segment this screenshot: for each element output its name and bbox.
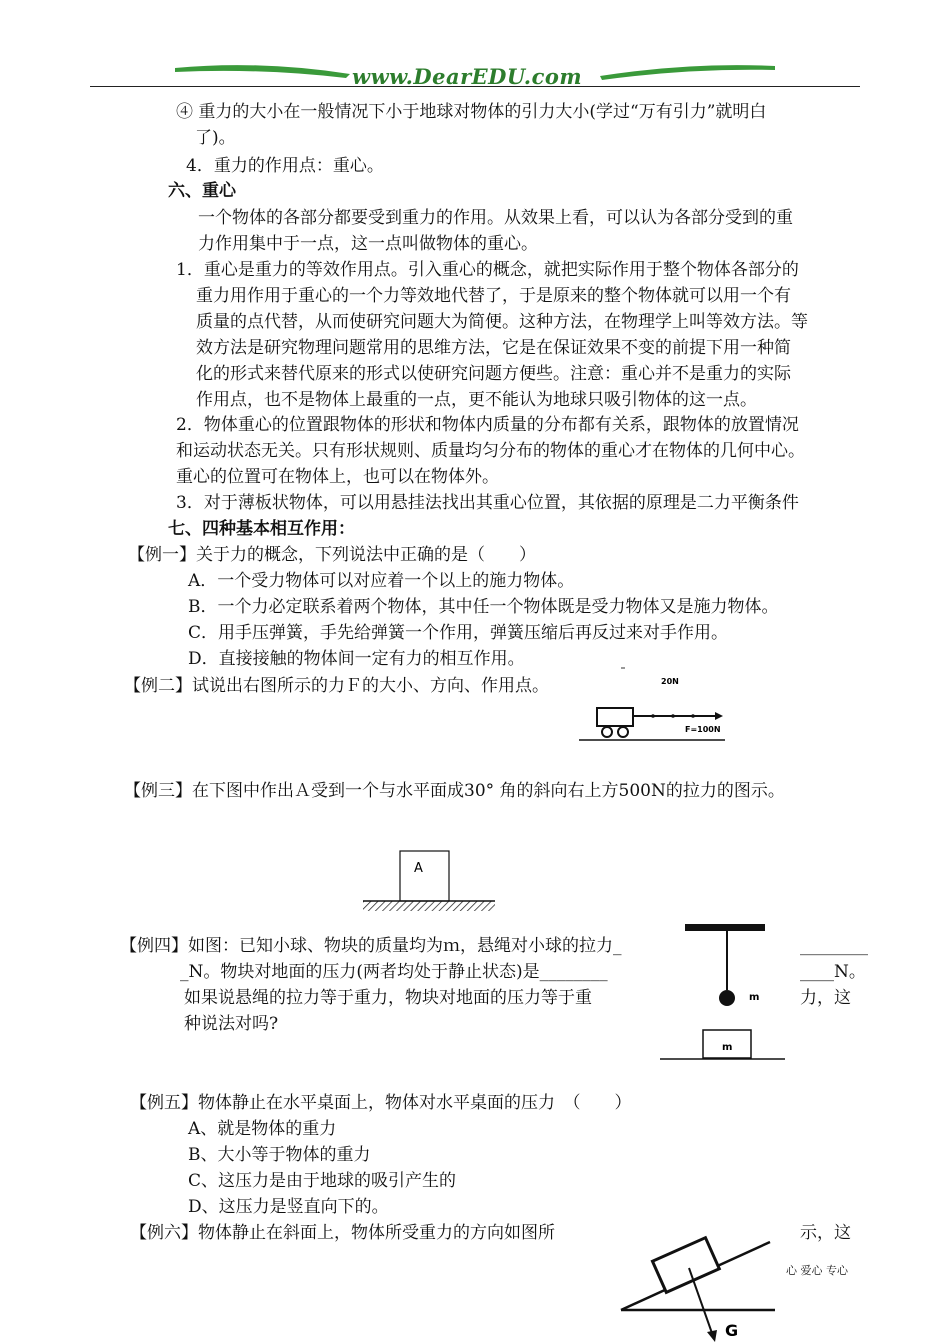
example-question: 【例三】在下图中作出Ａ受到一个与水平面成30° 角的斜向右上方500N的拉力的图示。 [124,781,785,801]
text-line: 1．重心是重力的等效作用点。引入重心的概念，就把实际作用于整个物体各部分的 [176,260,799,280]
block-label: m [722,1042,733,1053]
text-line: 种说法对吗? [184,1014,279,1034]
text-line: 示，这 [800,1223,851,1243]
ball-label: m [749,992,760,1003]
text-line: 重力用作用于重心的一个力等效地代替了，于是原来的整个物体就可以用一个有 [196,286,791,306]
text-line: 化的形式来替代原来的形式以使研究问题方便些。注意：重心并不是重力的实际 [196,364,791,384]
text-line: 4．重力的作用点：重心。 [186,156,384,176]
text-line: 3．对于薄板状物体，可以用悬挂法找出其重心位置，其依据的原理是二力平衡条件 [176,493,799,513]
section-heading: 六、重心 [168,181,236,201]
option-a: A．一个受力物体可以对应着一个以上的施力物体。 [188,571,575,591]
section-heading: 七、四种基本相互作用： [168,519,355,539]
cart-force-figure [575,660,735,750]
text-line: 2．物体重心的位置跟物体的形状和物体内质量的分布都有关系，跟物体的放置情况 [176,415,799,435]
force-label: F=100N [685,725,721,734]
option-b: B、大小等于物体的重力 [188,1145,371,1165]
option-b: B．一个力必定联系着两个物体，其中任一个物体既是受力物体又是施力物体。 [188,597,779,617]
text-line: ④ 重力的大小在一般情况下小于地球对物体的引力大小(学过“万有引力”就明白 [176,102,767,122]
option-d: D．直接接触的物体间一定有力的相互作用。 [188,649,525,669]
text-line: 效方法是研究物理问题常用的思维方法，它是在保证效果不变的前提下用一种简 [196,338,791,358]
footer-motto: 心 爱心 专心 [786,1264,848,1277]
text-line: 力，这 [800,988,851,1008]
scale-label: 20N [661,677,679,686]
example-question: 【例四】如图：已知小球、物块的质量均为ｍ，悬绳对小球的拉力_ [120,936,622,956]
text-line: 力作用集中于一点，这一点叫做物体的重心。 [198,234,538,254]
option-c: C、这压力是由于地球的吸引产生的 [188,1171,457,1191]
force-label: G [725,1321,739,1340]
text-line: 了)。 [195,128,236,148]
text-line: 作用点，也不是物体上最重的一点，更不能认为地球只吸引物体的这一点。 [196,390,757,410]
text-line: 如果说悬绳的拉力等于重力，物块对地面的压力等于重 [184,988,592,1008]
text-line: _N。物块对地面的压力(两者均处于静止状态)是________ [180,962,608,982]
block-label: A [414,861,423,876]
site-url[interactable]: www.DearEDU.com [352,64,583,89]
text-line: 质量的点代替，从而使研究问题大为简便。这种方法，在物理学上叫等效方法。等 [196,312,808,332]
example-question: 【例二】试说出右图所示的力Ｆ的大小、方向、作用点。 [124,676,549,696]
example-question: 【例六】物体静止在斜面上，物体所受重力的方向如图所 [130,1223,555,1243]
text-line: 重心的位置可在物体上，也可以在物体外。 [176,467,499,487]
block-on-ground-figure [360,848,500,918]
text-line: ________ [800,936,868,956]
option-c: C．用手压弹簧，手先给弹簧一个作用，弹簧压缩后再反过来对手作用。 [188,623,729,643]
option-a: A、就是物体的重力 [188,1119,337,1139]
text-line: 一个物体的各部分都要受到重力的作用。从效果上看，可以认为各部分受到的重 [198,208,793,228]
text-line: ____N。 [800,962,866,982]
pendulum-figure [655,918,795,1068]
example-question: 【例一】关于力的概念，下列说法中正确的是（ ） [128,545,536,565]
header-rule [90,86,860,87]
incline-figure [615,1232,780,1344]
example-question: 【例五】物体静止在水平桌面上，物体对水平桌面的压力 （ ） [130,1093,632,1113]
text-line: 和运动状态无关。只有形状规则、质量均匀分布的物体的重心才在物体的几何中心。 [176,441,805,461]
option-d: D、这压力是竖直向下的。 [188,1197,389,1217]
